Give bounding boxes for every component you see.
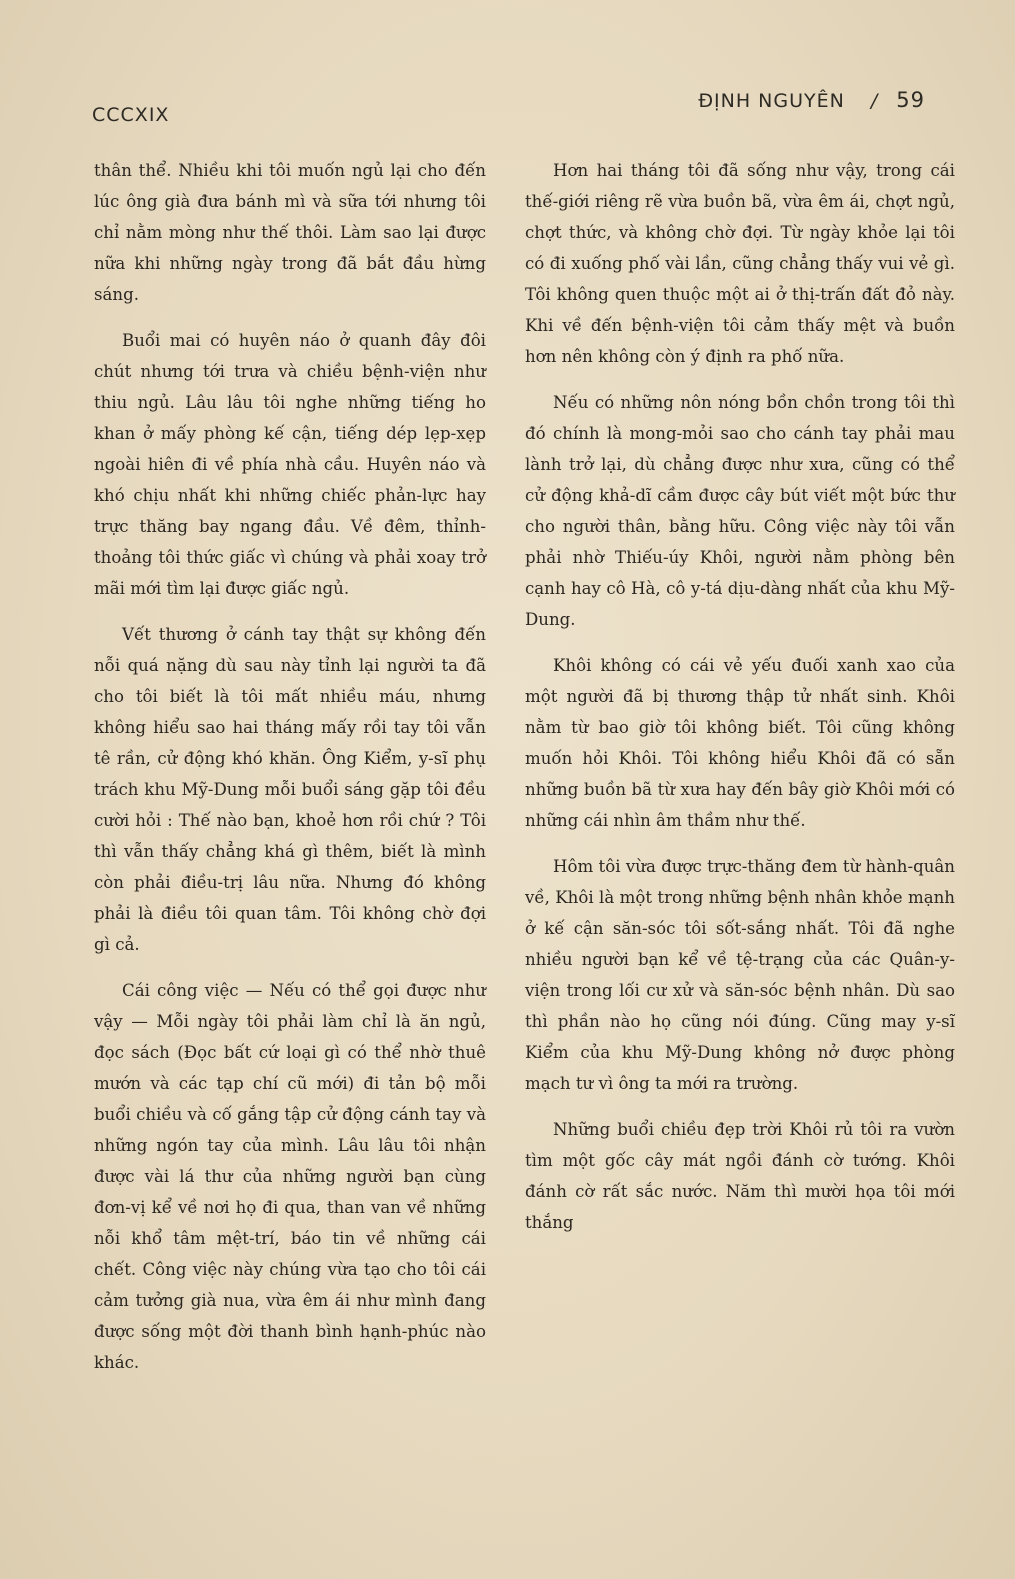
paragraph: Cái công việc — Nếu có thể gọi được như vậy — Mỗi ngày tôi phải làm chỉ là ăn ngủ, đọc sách (Đọc bất cứ loại gì có thể nhờ thuê mướn và các tạp chí cũ mới) đi tản bộ mỗi buổi chiều và cố gắng tập cử động cánh tay và những ngón tay của mình. Lâu lâu tôi nhận được vài lá thư của những người bạn cùng đơn-vị kể về nơi họ đi qua, than van về những nỗi khổ tâm mệt-trí, báo tin về những cái chết. Công việc này chúng vừa tạo cho tôi cái cảm tưởng già nua, vừa êm ái như mình đang được sống một đời thanh bình hạnh-phúc nào khác. (94, 981, 486, 1372)
author-name: ĐỊNH NGUYÊN (698, 90, 845, 112)
paragraph: Buổi mai có huyên náo ở quanh đây đôi chút nhưng tới trưa và chiều bệnh-viện như thiu ngủ. Lâu lâu tôi nghe những tiếng ho khan ở mấy phòng kế cận, tiếng dép lẹp-xẹp ngoài hiên đi về phía nhà cầu. Huyên náo và khó chịu nhất khi những chiếc phản-lực hay trực thăng bay ngang đầu. Về đêm, thỉnh-thoảng tôi thức giấc vì chúng và phải xoay trở mãi mới tìm lại được giấc ngủ. (94, 331, 486, 598)
paragraph: Hôm tôi vừa được trực-thăng đem từ hành-quân về, Khôi là một trong những bệnh nhân khỏe mạnh ở kế cận săn-sóc tôi sốt-sắng nhất. Tôi đã nghe nhiều người bạn kể về tệ-trạng của các Quân-y-viện trong lối cư xử và săn-sóc bệnh nhân. Dù sao thì phần nào họ cũng nói đúng. Cũng may y-sĩ Kiểm của khu Mỹ-Dung không nở được phòng mạch tư vì ông ta mới ra trường. (525, 857, 955, 1093)
header-separator: / (870, 90, 879, 112)
paragraph: Nếu có những nôn nóng bồn chồn trong tôi thì đó chính là mong-mỏi sao cho cánh tay phải mau lành trở lại, dù chẳng được như xưa, cũng có thể cử động khả-dĩ cầm được cây bút viết một bức thư cho người thân, bằng hữu. Công việc này tôi vẫn phải nhờ Thiếu-úy Khôi, người nằm phòng bên cạnh hay cô Hà, cô y-tá dịu-dàng nhất của khu Mỹ-Dung. (525, 393, 955, 629)
paragraph: Hơn hai tháng tôi đã sống như vậy, trong cái thế-giới riêng rẽ vừa buồn bã, vừa êm ái, chợt ngủ, chợt thức, và không chờ đợi. Từ ngày khỏe lại tôi có đi xuống phố vài lần, cũng chẳng thấy vui vẻ gì. Tôi không quen thuộc một ai ở thị-trấn đất đỏ này. Khi về đến bệnh-viện tôi cảm thấy mệt và buồn hơn nên không còn ý định ra phố nữa. (525, 161, 955, 366)
paragraph: thân thể. Nhiều khi tôi muốn ngủ lại cho đến lúc ông già đưa bánh mì và sữa tới nhưng tôi chỉ nằm mòng như thế thôi. Làm sao lại được nữa khi những ngày trong đã bắt đầu hừng sáng. (94, 161, 486, 304)
page-number: 59 (896, 88, 925, 112)
running-head-left: CCCXIX (92, 104, 170, 126)
paragraph: Vết thương ở cánh tay thật sự không đến nỗi quá nặng dù sau này tỉnh lại người ta đã cho tôi biết là tôi mất nhiều máu, nhưng không hiểu sao hai tháng mấy rồi tay tôi vẫn tê rần, cử động khó khăn. Ông Kiểm, y-sĩ phụ trách khu Mỹ-Dung mỗi buổi sáng gặp tôi đều cười hỏi : Thế nào bạn, khoẻ hơn rồi chứ ? Tôi thì vẫn thấy chẳng khá gì thêm, biết là mình còn phải điều-trị lâu nữa. Nhưng đó không phải là điều tôi quan tâm. Tôi không chờ đợi gì cả. (94, 625, 486, 954)
right-column (525, 155, 955, 1238)
paragraph: Khôi không có cái vẻ yếu đuối xanh xao của một người đã bị thương thập tử nhất sinh. Khôi nằm từ bao giờ tôi không biết. Tôi cũng không muốn hỏi Khôi. Tôi không hiểu Khôi đã có sẵn những buồn bã từ xưa hay đến bây giờ Khôi mới có những cái nhìn âm thầm như thế. (525, 656, 955, 830)
running-head-right (698, 88, 925, 112)
paragraph: Những buổi chiều đẹp trời Khôi rủ tôi ra vườn tìm một gốc cây mát ngồi đánh cờ tướng. Khôi đánh cờ rất sắc nước. Năm thì mười họa tôi mới thắng (525, 1120, 955, 1232)
left-column (94, 155, 486, 1378)
